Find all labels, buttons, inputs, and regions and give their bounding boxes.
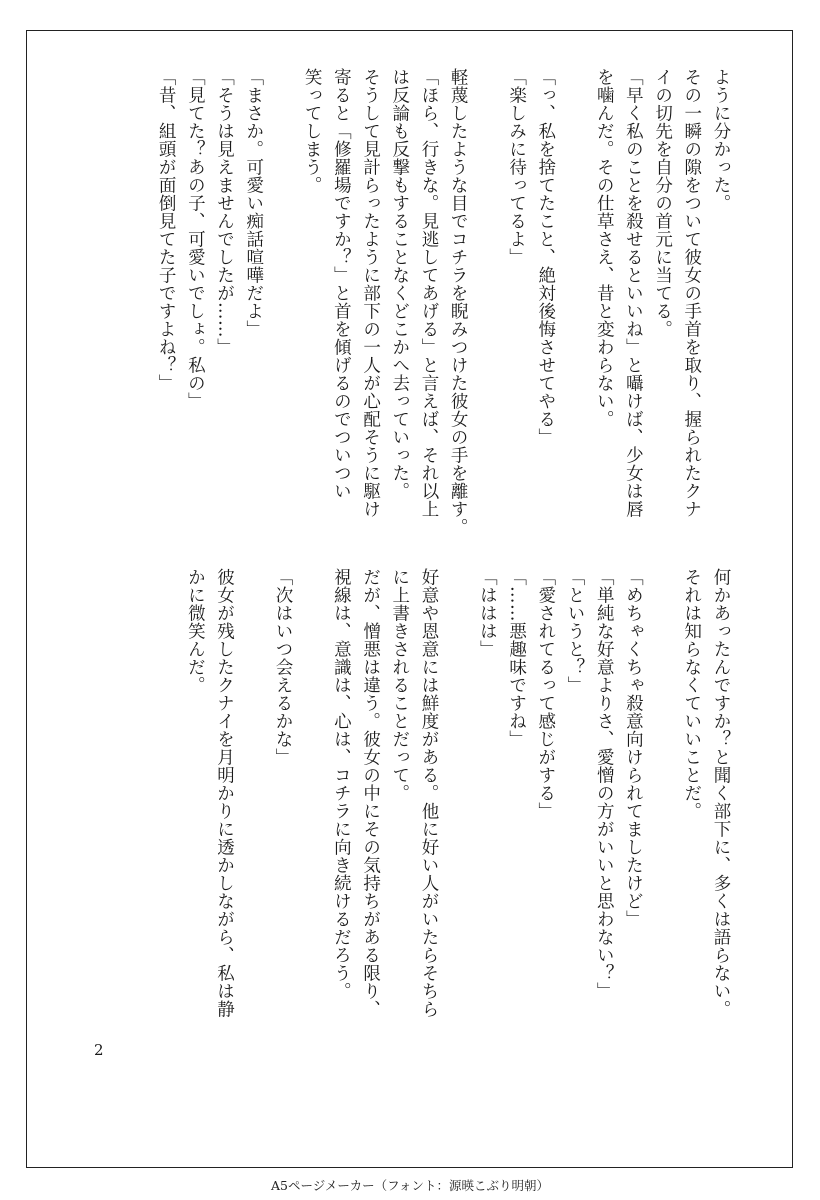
text-line: は反論も反撃もすることなくどこかへ去っていった。 [389, 68, 410, 500]
text-line: ように分かった。 [711, 68, 731, 212]
text-line: だが、憎悪は違う。彼女の中にその気持ちがある限り、 [360, 568, 381, 1018]
text-line: 「ははは」 [477, 568, 498, 658]
text-line: 笑ってしまう。 [302, 68, 323, 194]
text-line: 「っ、私を捨てたこと、絶対後悔させてやる」 [535, 68, 556, 446]
text-line: 「ほら、行きな。見逃してあげる」と言えば、それ以上 [418, 68, 439, 518]
text-line: 「単純な好意よりさ、愛憎の方がいいと思わない？」 [594, 568, 615, 1000]
text-line [239, 568, 268, 1048]
text-line: 「早く私のことを殺せるといいね」と囁けば、少女は唇 [623, 68, 644, 518]
text-line: に上書きされることだって。 [389, 568, 410, 802]
text-line [443, 568, 472, 1048]
text-line [268, 68, 297, 548]
text-line: 寄ると「修羅場ですか？」と首を傾げるのでついつい [331, 68, 352, 500]
text-line: 「……悪趣味ですね」 [506, 568, 527, 748]
text-line [647, 568, 676, 1048]
text-line [297, 568, 326, 1048]
text-line: 「そうは見えませんでしたが……」 [214, 68, 235, 356]
text-line: 「愛されてるって感じがする」 [535, 568, 556, 820]
text-line: 「昔、組頭が面倒見てた子ですよね？」 [156, 68, 177, 392]
text-line: それは知らなくていいことだ。 [681, 568, 702, 820]
page-number: 2 [94, 1041, 104, 1059]
text-line: 「楽しみに待ってるよ」 [506, 68, 527, 266]
text-line: 軽蔑したような目でコチラを睨みつけた彼女の手を離す。 [448, 68, 469, 536]
text-line [560, 68, 589, 548]
footer-caption: A5ページメーカー（フォント：源暎こぶり明朝） [271, 1178, 549, 1193]
text-line: を噛んだ。その仕草さえ、昔と変わらない。 [594, 68, 615, 428]
text-line: その一瞬の隙をついて彼女の手首を取り、握られたクナ [681, 68, 702, 518]
text-line: 「というと？」 [564, 568, 585, 694]
text-line: 視線は、意識は、心は、コチラに向き続けるだろう。 [331, 568, 352, 1000]
text-line: 「まさか。可愛い痴話喧嘩だよ」 [243, 68, 264, 338]
text-line: 何かあったんですか？と聞く部下に、多くは語らない。 [711, 568, 731, 1018]
text-line [472, 68, 501, 548]
text-line: 「めちゃくちゃ殺意向けられてましたけど」 [623, 568, 644, 928]
text-line: 「次はいつ会えるかな」 [272, 568, 293, 766]
text-block-top [151, 68, 735, 548]
text-line: 「見てた？あの子、可愛いでしょ。私の」 [185, 68, 206, 410]
text-line: そうして見計らったように部下の一人が心配そうに駆け [360, 68, 381, 518]
text-line: イの切先を自分の首元に当てる。 [652, 68, 673, 338]
text-line: かに微笑んだ。 [185, 568, 206, 694]
text-block-bottom [180, 568, 735, 1048]
text-line: 好意や恩意には鮮度がある。他に好い人がいたらそちら [418, 568, 439, 1018]
text-line: 彼女が残したクナイを月明かりに透かしながら、私は静 [214, 568, 235, 1018]
